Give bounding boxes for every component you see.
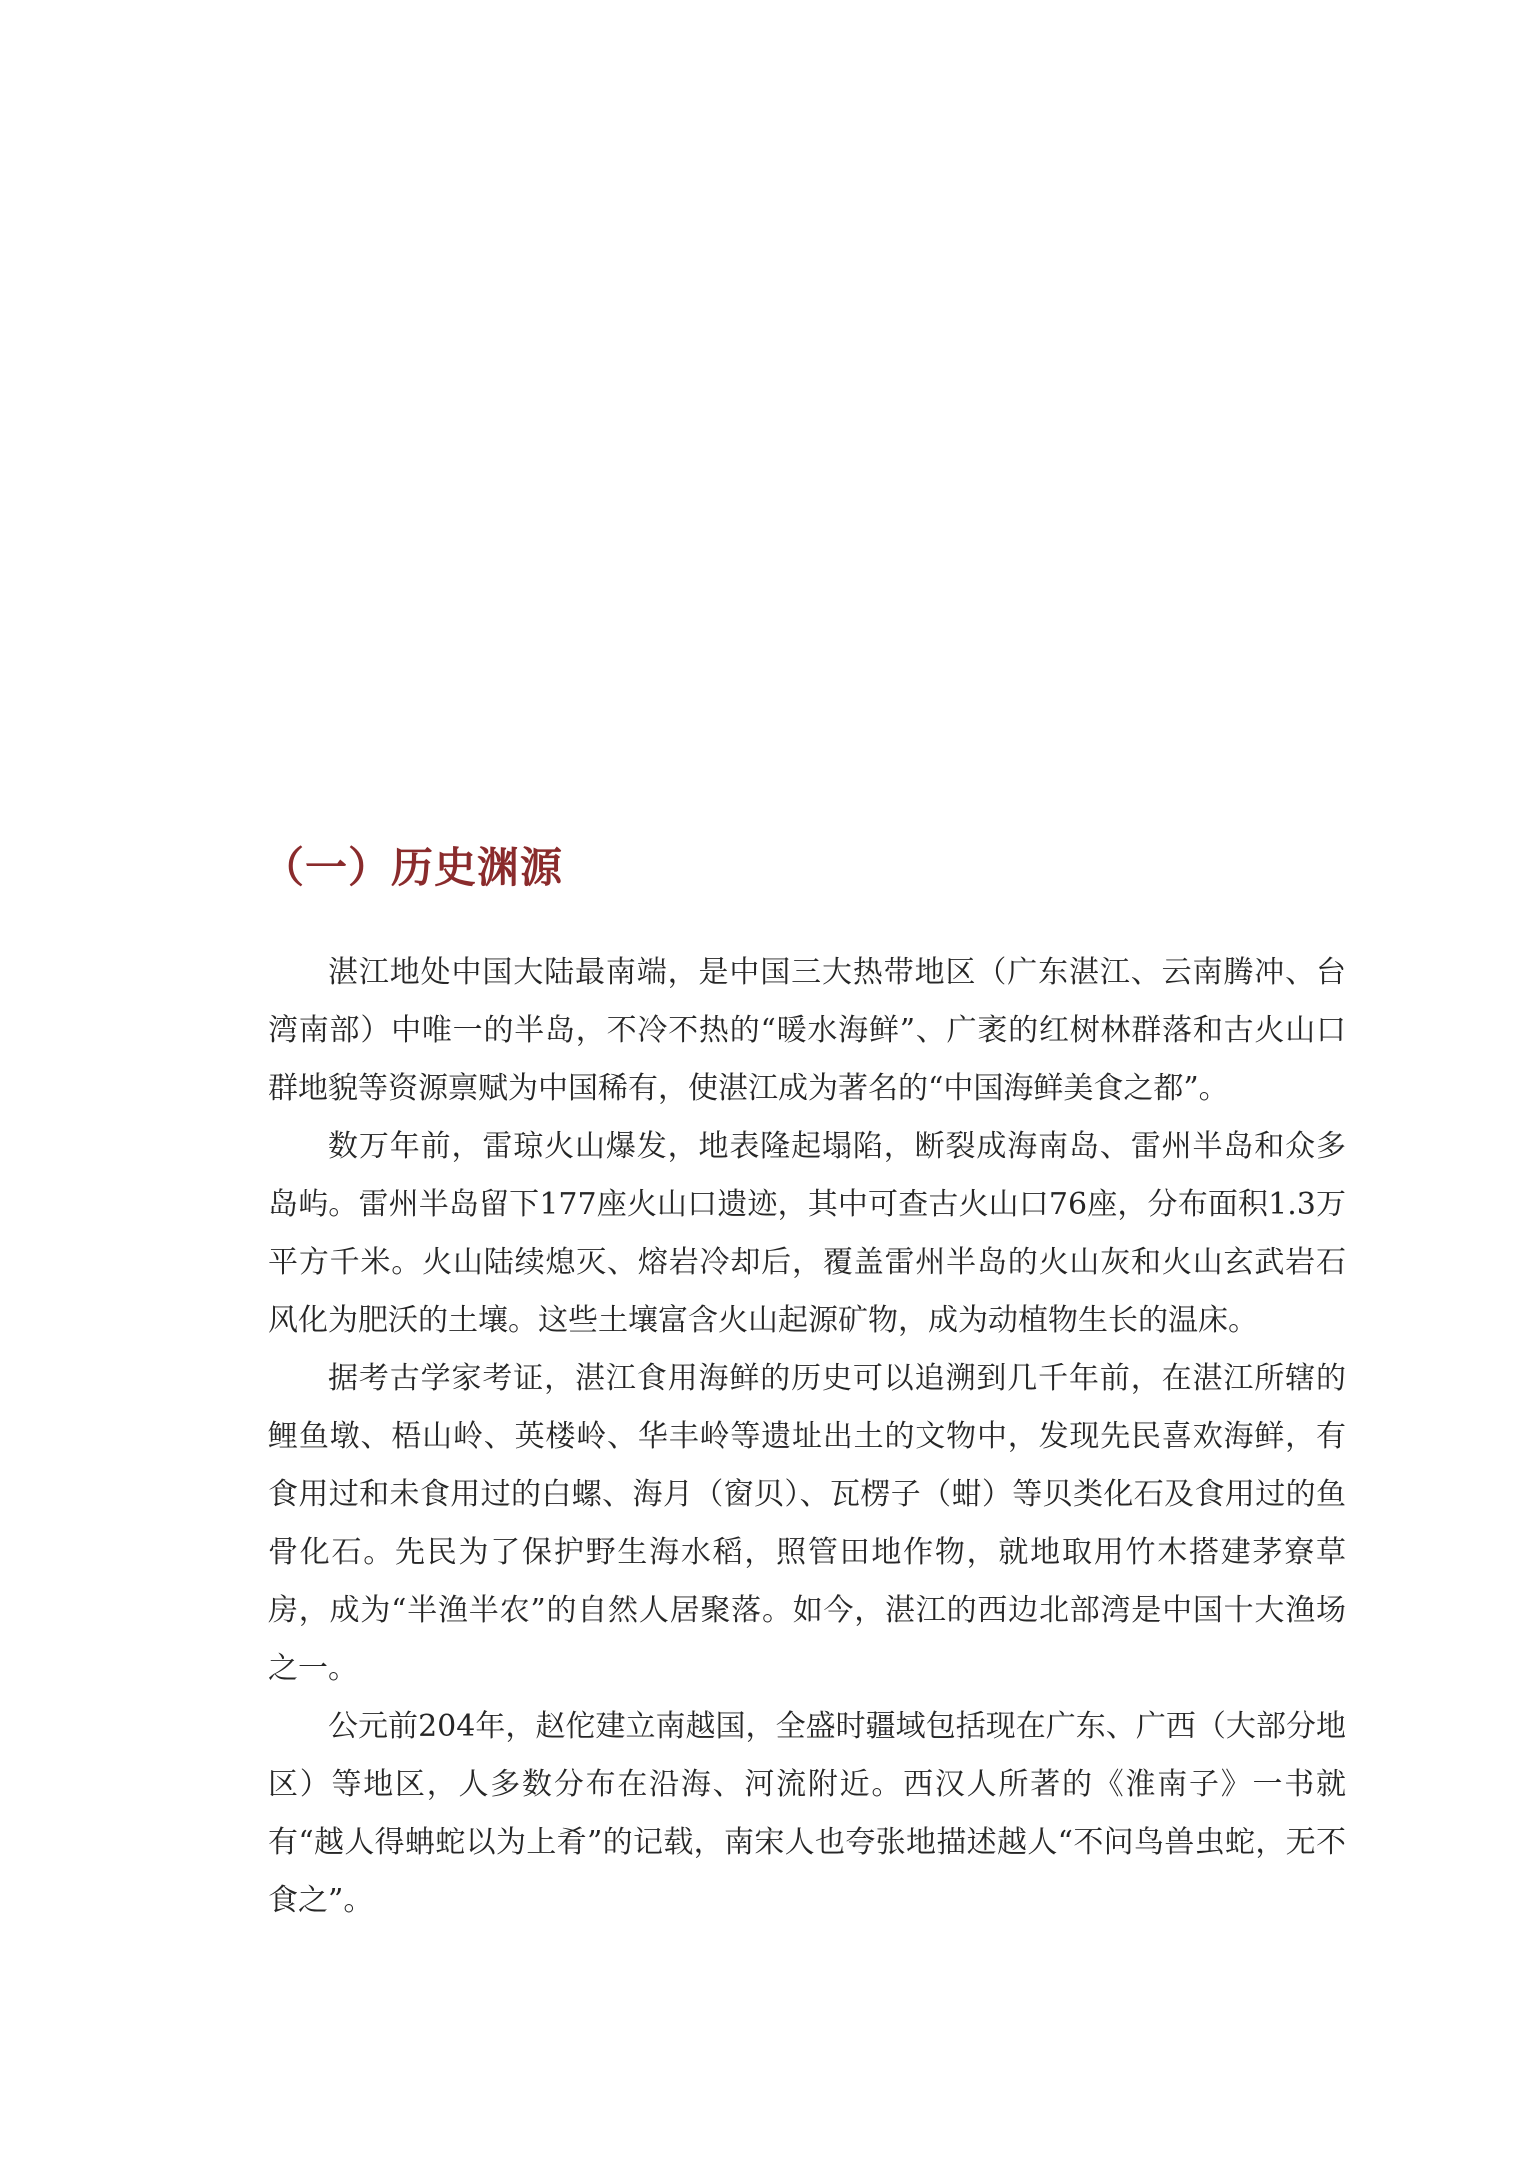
body-text [268,944,1346,1930]
paragraph: 据考古学家考证，湛江食用海鲜的历史可以追溯到几千年前，在湛江所辖的鲤鱼墩、梧山岭、英楼岭、华丰岭等遗址出土的文物中，发现先民喜欢海鲜，有食用过和未食用过的白螺、海月（窗贝）、瓦楞子（蚶）等贝类化石及食用过的鱼骨化石。先民为了保护野生海水稻，照管田地作物，就地取用竹木搭建茅寮草房，成为“半渔半农”的自然人居聚落。如今，湛江的西边北部湾是中国十大渔场之一。 [268,1361,1346,1686]
paragraph: 数万年前，雷琼火山爆发，地表隆起塌陷，断裂成海南岛、雷州半岛和众多岛屿。雷州半岛留下177座火山口遗迹，其中可查古火山口76座，分布面积1.3万平方千米。火山陆续熄灭、熔岩冷却后，覆盖雷州半岛的火山灰和火山玄武岩石风化为肥沃的土壤。这些土壤富含火山起源矿物，成为动植物生长的温床。 [268,1129,1346,1338]
paragraph: 湛江地处中国大陆最南端，是中国三大热带地区（广东湛江、云南腾冲、台湾南部）中唯一的半岛，不冷不热的“暖水海鲜”、广袤的红树林群落和古火山口群地貌等资源禀赋为中国稀有，使湛江成为著名的“中国海鲜美食之都”。 [268,955,1346,1106]
paragraph: 公元前204年，赵佗建立南越国，全盛时疆域包括现在广东、广西（大部分地区）等地区，人多数分布在沿海、河流附近。西汉人所著的《淮南子》一书就有“越人得蚺蛇以为上肴”的记载，南宋人也夸张地描述越人“不问鸟兽虫蛇，无不食之”。 [268,1709,1346,1918]
section-heading: （一）历史渊源 [262,843,564,892]
